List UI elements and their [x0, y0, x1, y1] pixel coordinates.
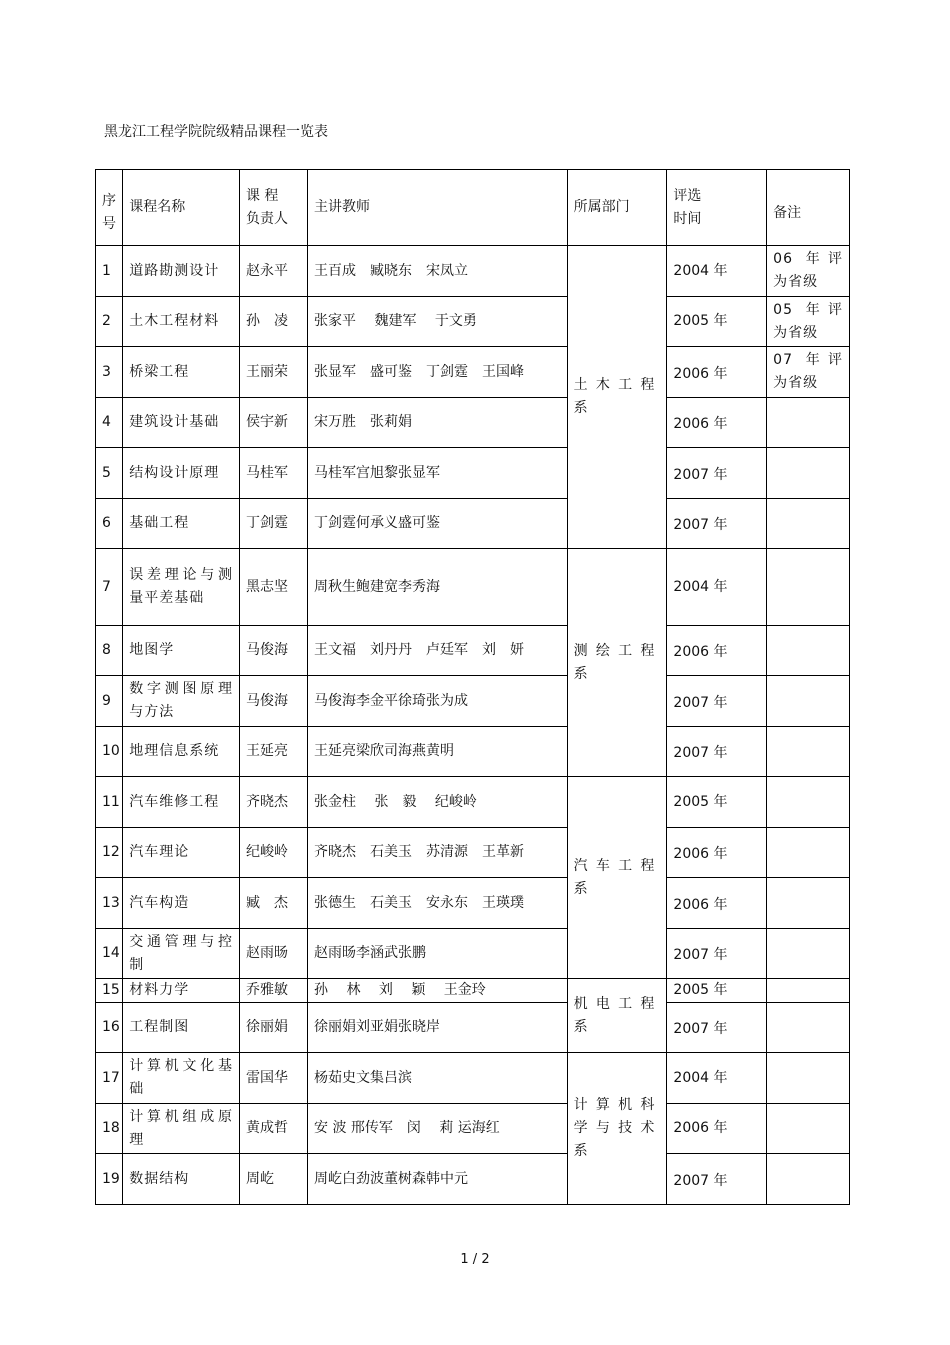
course-teachers: 王百成 臧晓东 宋凤立	[308, 246, 568, 297]
row-no: 8	[96, 626, 123, 676]
course-lead: 纪峻岭	[239, 828, 307, 878]
header-dept: 所属部门	[567, 170, 667, 246]
course-lead: 马俊海	[239, 626, 307, 676]
remark: 05 年评为省级	[767, 297, 850, 347]
course-name: 误差理论与测量平差基础	[123, 549, 240, 626]
course-lead: 徐丽娟	[239, 1003, 307, 1053]
course-teachers: 孙 林 刘 颖 王金玲	[308, 979, 568, 1003]
row-no: 6	[96, 499, 123, 549]
remark	[767, 1154, 850, 1205]
row-no: 4	[96, 398, 123, 448]
selection-year: 2007 年	[667, 1003, 767, 1053]
course-teachers: 张家平 魏建军 于文勇	[308, 297, 568, 347]
course-lead: 孙 凌	[239, 297, 307, 347]
course-name: 数字测图原理与方法	[123, 676, 240, 727]
course-name: 计算机组成原理	[123, 1104, 240, 1154]
course-teachers: 马桂军宫旭黎张显军	[308, 448, 568, 499]
department-cell: 汽车工程系	[567, 777, 667, 979]
row-no: 10	[96, 727, 123, 777]
table-row	[96, 626, 850, 676]
selection-year: 2007 年	[667, 676, 767, 727]
table-row	[96, 777, 850, 828]
course-lead: 马桂军	[239, 448, 307, 499]
course-name: 数据结构	[123, 1154, 240, 1205]
table-row	[96, 398, 850, 448]
selection-year: 2005 年	[667, 777, 767, 828]
table-row	[96, 347, 850, 398]
course-teachers: 马俊海李金平徐琦张为成	[308, 676, 568, 727]
selection-year: 2006 年	[667, 828, 767, 878]
selection-year: 2006 年	[667, 878, 767, 929]
table-row	[96, 499, 850, 549]
row-no: 17	[96, 1053, 123, 1104]
course-lead: 齐晓杰	[239, 777, 307, 828]
selection-year: 2004 年	[667, 1053, 767, 1104]
row-no: 2	[96, 297, 123, 347]
course-name: 计算机文化基础	[123, 1053, 240, 1104]
remark: 06 年评为省级	[767, 246, 850, 297]
row-no: 14	[96, 929, 123, 979]
selection-year: 2006 年	[667, 626, 767, 676]
selection-year: 2006 年	[667, 347, 767, 398]
table-row	[96, 1053, 850, 1104]
course-name: 道路勘测设计	[123, 246, 240, 297]
remark	[767, 626, 850, 676]
course-lead: 黄成哲	[239, 1104, 307, 1154]
table-row	[96, 549, 850, 626]
row-no: 9	[96, 676, 123, 727]
header-note: 备注	[767, 170, 850, 246]
remark	[767, 398, 850, 448]
course-lead: 乔雅敏	[239, 979, 307, 1003]
course-name: 地理信息系统	[123, 727, 240, 777]
course-teachers: 周秋生鲍建宽李秀海	[308, 549, 568, 626]
table-row	[96, 828, 850, 878]
course-lead: 王延亮	[239, 727, 307, 777]
table-row	[96, 727, 850, 777]
course-name: 地图学	[123, 626, 240, 676]
course-teachers: 丁剑霆何承义盛可鉴	[308, 499, 568, 549]
header-teachers: 主讲教师	[308, 170, 568, 246]
course-name: 建筑设计基础	[123, 398, 240, 448]
remark	[767, 676, 850, 727]
table-row	[96, 297, 850, 347]
selection-year: 2007 年	[667, 1154, 767, 1205]
selection-year: 2007 年	[667, 499, 767, 549]
selection-year: 2005 年	[667, 297, 767, 347]
remark	[767, 1003, 850, 1053]
page-number: 1 / 2	[460, 1252, 490, 1267]
department-cell: 土木工程系	[567, 246, 667, 549]
course-lead: 臧 杰	[239, 878, 307, 929]
course-teachers: 张显军 盛可鉴 丁剑霆 王国峰	[308, 347, 568, 398]
selection-year: 2005 年	[667, 979, 767, 1003]
remark	[767, 1104, 850, 1154]
header-lead: 课 程 负责人	[239, 170, 307, 246]
course-lead: 丁剑霆	[239, 499, 307, 549]
course-lead: 周屹	[239, 1154, 307, 1205]
remark: 07 年评为省级	[767, 347, 850, 398]
row-no: 11	[96, 777, 123, 828]
remark	[767, 878, 850, 929]
course-teachers: 杨茹史文集吕滨	[308, 1053, 568, 1104]
course-name: 汽车理论	[123, 828, 240, 878]
selection-year: 2004 年	[667, 549, 767, 626]
course-teachers: 张德生 石美玉 安永东 王瑛璞	[308, 878, 568, 929]
header-name: 课程名称	[123, 170, 240, 246]
department-cell: 测绘工程系	[567, 549, 667, 777]
selection-year: 2006 年	[667, 398, 767, 448]
row-no: 18	[96, 1104, 123, 1154]
course-name: 汽车构造	[123, 878, 240, 929]
course-name: 结构设计原理	[123, 448, 240, 499]
selection-year: 2006 年	[667, 1104, 767, 1154]
remark	[767, 929, 850, 979]
course-name: 工程制图	[123, 1003, 240, 1053]
table-row	[96, 448, 850, 499]
table-row	[96, 246, 850, 297]
row-no: 15	[96, 979, 123, 1003]
course-teachers: 张金柱 张 毅 纪峻岭	[308, 777, 568, 828]
course-lead: 赵雨旸	[239, 929, 307, 979]
row-no: 12	[96, 828, 123, 878]
course-name: 桥梁工程	[123, 347, 240, 398]
selection-year: 2007 年	[667, 448, 767, 499]
department-cell: 计算机科学与技术系	[567, 1053, 667, 1205]
course-name: 汽车维修工程	[123, 777, 240, 828]
row-no: 3	[96, 347, 123, 398]
course-lead: 马俊海	[239, 676, 307, 727]
course-lead: 黑志坚	[239, 549, 307, 626]
table-row	[96, 979, 850, 1003]
course-name: 材料力学	[123, 979, 240, 1003]
table-row	[96, 1104, 850, 1154]
remark	[767, 979, 850, 1003]
course-teachers: 齐晓杰 石美玉 苏清源 王革新	[308, 828, 568, 878]
remark	[767, 448, 850, 499]
course-teachers: 赵雨旸李涵武张鹏	[308, 929, 568, 979]
row-no: 5	[96, 448, 123, 499]
course-teachers: 周屹白劲波董树森韩中元	[308, 1154, 568, 1205]
row-no: 16	[96, 1003, 123, 1053]
course-teachers: 王文福 刘丹丹 卢廷军 刘 妍	[308, 626, 568, 676]
course-table	[95, 169, 850, 1205]
table-row	[96, 1003, 850, 1053]
selection-year: 2004 年	[667, 246, 767, 297]
department-cell: 机电工程系	[567, 979, 667, 1053]
course-name: 土木工程材料	[123, 297, 240, 347]
table-header-row	[96, 170, 850, 246]
table-row	[96, 1154, 850, 1205]
course-name: 基础工程	[123, 499, 240, 549]
row-no: 1	[96, 246, 123, 297]
remark	[767, 499, 850, 549]
row-no: 7	[96, 549, 123, 626]
course-teachers: 徐丽娟刘亚娟张晓岸	[308, 1003, 568, 1053]
row-no: 13	[96, 878, 123, 929]
table-row	[96, 878, 850, 929]
course-teachers: 安 波 邢传军 闵 莉 运海红	[308, 1104, 568, 1154]
remark	[767, 828, 850, 878]
selection-year: 2007 年	[667, 727, 767, 777]
remark	[767, 1053, 850, 1104]
table-row	[96, 676, 850, 727]
course-name: 交通管理与控制	[123, 929, 240, 979]
remark	[767, 549, 850, 626]
page-title: 黑龙江工程学院院级精品课程一览表	[104, 124, 328, 140]
header-no: 序 号	[96, 170, 123, 246]
course-teachers: 宋万胜 张莉娟	[308, 398, 568, 448]
table-row	[96, 929, 850, 979]
remark	[767, 727, 850, 777]
selection-year: 2007 年	[667, 929, 767, 979]
remark	[767, 777, 850, 828]
header-year: 评选 时间	[667, 170, 767, 246]
course-lead: 侯宇新	[239, 398, 307, 448]
course-teachers: 王延亮梁欣司海燕黄明	[308, 727, 568, 777]
row-no: 19	[96, 1154, 123, 1205]
course-lead: 雷国华	[239, 1053, 307, 1104]
course-lead: 王丽荣	[239, 347, 307, 398]
course-lead: 赵永平	[239, 246, 307, 297]
